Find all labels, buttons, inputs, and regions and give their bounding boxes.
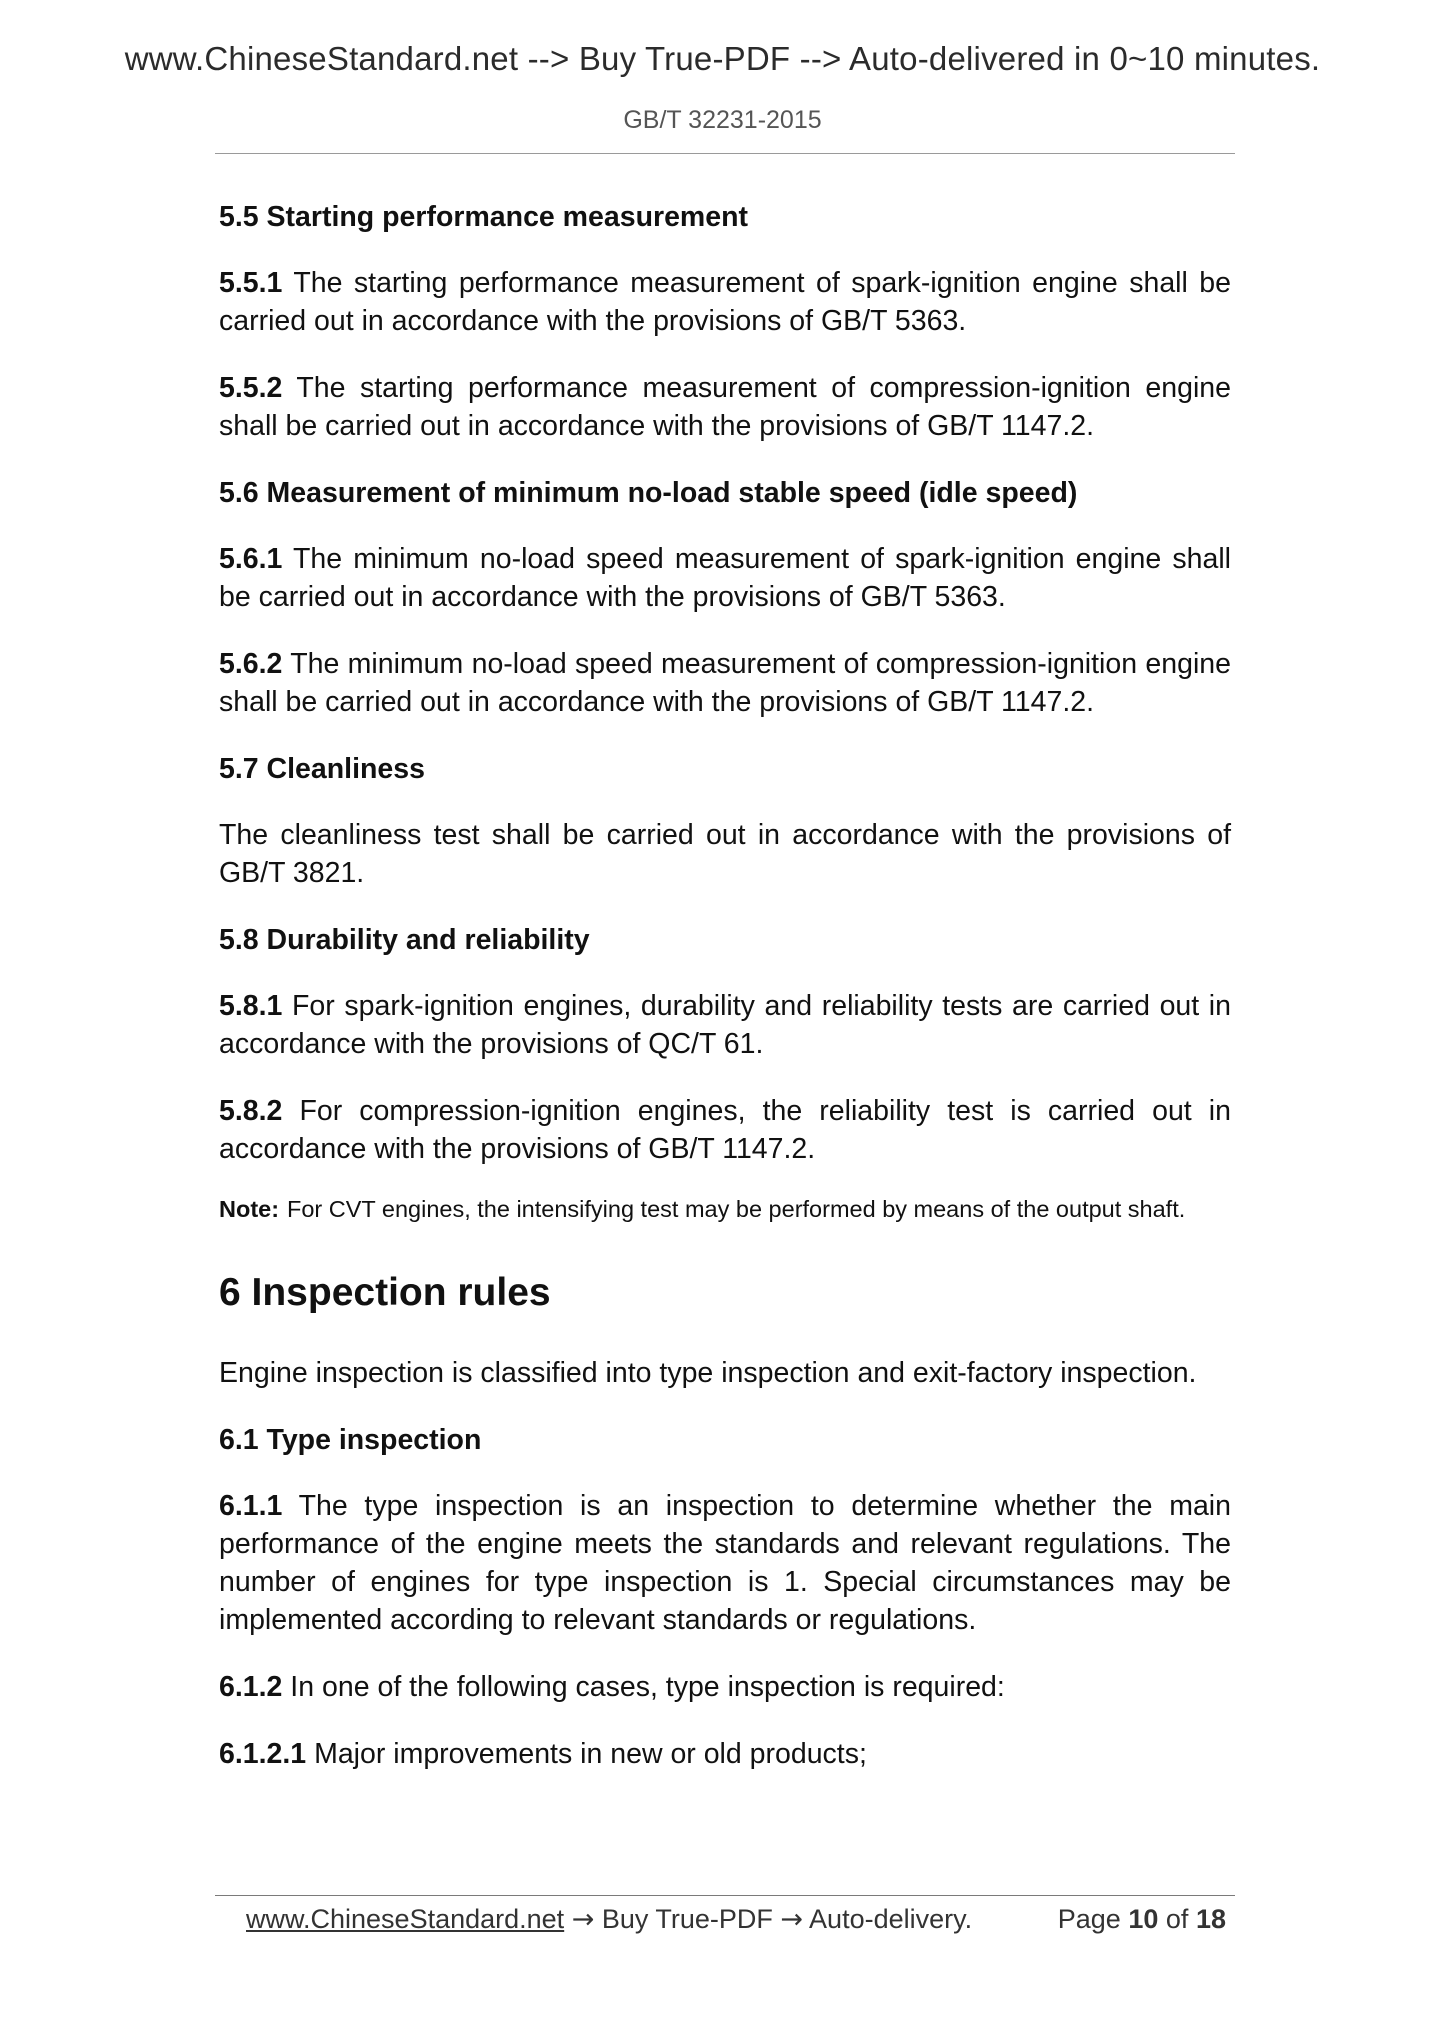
clause-6-1-1 (219, 1487, 1231, 1639)
paragraph-6: Engine inspection is classified into type inspection and exit-factory inspection. (219, 1357, 1197, 1389)
clause-number: 5.5.1 (219, 267, 283, 299)
banner-text: www.ChineseStandard.net --> Buy True-PDF --> Auto-delivered in 0~10 minutes. (124, 40, 1321, 77)
section-5-6-heading: 5.6 Measurement of minimum no-load stable speed (idle speed) (219, 477, 1078, 509)
page-of: of (1165, 1904, 1189, 1934)
clause-text: The minimum no-load speed measurement of spark-ignition engine shall be carried out in accordance with the provisions of GB/T 5363. (219, 543, 1231, 613)
section-6-1-heading: 6.1 Type inspection (219, 1424, 482, 1456)
paragraph-5-7: The cleanliness test shall be carried out in accordance with the provisions of GB/T 3821. (219, 819, 1231, 889)
clause-text: In one of the following cases, type inspection is required: (282, 1671, 1005, 1703)
section-5-7-heading: 5.7 Cleanliness (219, 753, 425, 785)
page-label: Page (1057, 1904, 1121, 1934)
clause-text: The type inspection is an inspection to determine whether the main performance of the engine meets the standards and relevant regulations. The number of engines for type inspection is 1. Special circumstances may be implemented according to relevant standards or regulations. (219, 1490, 1231, 1636)
clause-number: 6.1.1 (219, 1490, 283, 1522)
page-current: 10 (1128, 1904, 1159, 1934)
clause-text: The minimum no-load speed measurement of compression-ignition engine shall be carried out in accordance with the provisions of GB/T 1147.2. (219, 648, 1231, 718)
page-total: 18 (1195, 1904, 1226, 1934)
clause-5-8-1 (219, 987, 1231, 1063)
clause-number: 5.8.2 (219, 1095, 283, 1127)
clause-text: The starting performance measurement of spark-ignition engine shall be carried out in accordance with the provisions of GB/T 5363. (219, 267, 1231, 337)
clause-6-1-2-1 (219, 1735, 1231, 1773)
note-text: For CVT engines, the intensifying test may be performed by means of the output shaft. (287, 1196, 1186, 1222)
clause-number: 5.6.1 (219, 543, 283, 575)
note-label: Note: (219, 1196, 280, 1222)
section-6-heading: 6 Inspection rules (219, 1271, 551, 1314)
clause-number: 6.1.2.1 (219, 1738, 307, 1770)
clause-text: Major improvements in new or old products; (306, 1738, 867, 1770)
clause-5-5-2 (219, 369, 1231, 445)
clause-text: The starting performance measurement of compression-ignition engine shall be carried out in accordance with the provisions of GB/T 1147.2. (219, 372, 1231, 442)
page-number (1058, 1900, 1226, 1938)
footer-site-link[interactable]: www.ChineseStandard.net (246, 1904, 565, 1934)
clause-5-6-2 (219, 645, 1231, 721)
clause-number: 6.1.2 (219, 1671, 283, 1703)
footer-delivery-text: Auto-delivery. (809, 1904, 973, 1934)
clause-5-8-2 (219, 1092, 1231, 1168)
header-divider (215, 153, 1235, 154)
section-5-8-heading: 5.8 Durability and reliability (219, 924, 590, 956)
clause-text: For spark-ignition engines, durability and reliability tests are carried out in accordance with the provisions of QC/T 61. (219, 990, 1231, 1060)
section-5-5-heading: 5.5 Starting performance measurement (219, 201, 749, 233)
clause-number: 5.6.2 (219, 648, 283, 680)
clause-5-6-1 (219, 540, 1231, 616)
clause-number: 5.8.1 (219, 990, 283, 1022)
page-footer (246, 1900, 1226, 1939)
note (219, 1190, 1231, 1228)
standard-code: GB/T 32231-2015 (623, 106, 822, 134)
arrow-right-icon: → (780, 1904, 804, 1935)
document-body (219, 198, 1231, 1802)
clause-text: For compression-ignition engines, the reliability test is carried out in accordance with the provisions of GB/T 1147.2. (219, 1095, 1231, 1165)
footer-buy-text: Buy True-PDF (601, 1904, 773, 1934)
arrow-right-icon: → (571, 1904, 595, 1935)
clause-5-5-1 (219, 264, 1231, 340)
clause-6-1-2 (219, 1668, 1231, 1706)
clause-number: 5.5.2 (219, 372, 283, 404)
footer-divider (215, 1895, 1235, 1896)
